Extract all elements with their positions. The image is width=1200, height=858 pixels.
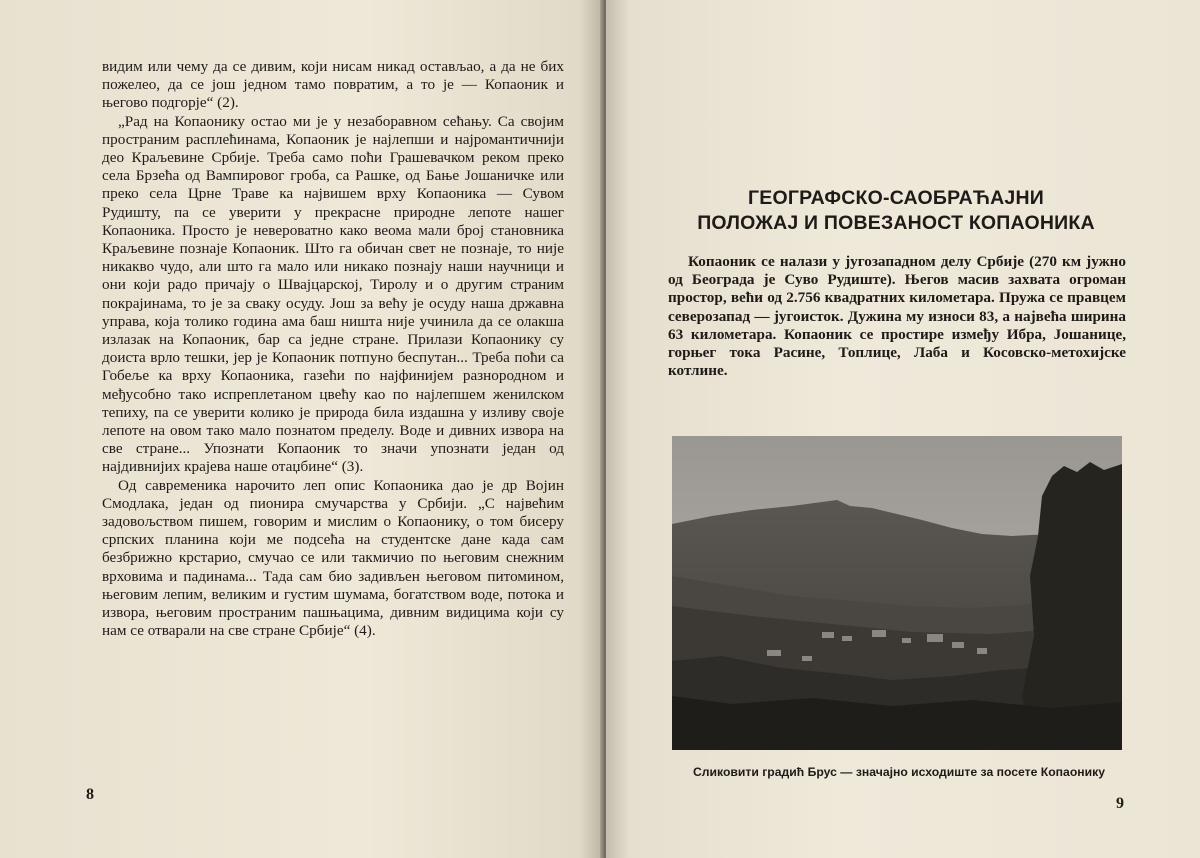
page-number: 9 bbox=[1116, 795, 1124, 812]
paragraph: „Рад на Копаонику остао ми је у незаборавном сећању. Са својим пространим расплећинама, Копаоник је најлепши и најромантичнији део Краљевине Србије. Треба само поћи Грашевачком реком преко села Брзећа од Вампировог гроба, са Рашке, од Бање Јошаничке или преко села Црне Траве ка највишем врху Копаоника — Сувом Рудишту, па се уверити у прекрасне природне лепоте нашег Копаоника. Просто је невероватно како веома мали број становника Краљевине познаје Копаоник. Што га обичан свет не познаје, то није никакво чудо, али што га мало или никако познају наши научници и они који радо причају о Швајцарској, Тиролу и о другим страним покрајинама, то је за сваку осуду. Још за већу је осуду наша државна управа, која толико година ама баш ништа није учинила да се олакша излазак на Копаоник, бар са једне стране. Прилази Копаонику су доиста врло тешки, јер је Копаоник потпуно беспутан... Треба поћи са Гобеље ка врху Копаоника, газећи по најфинијем разнородном и међусобно тако испреплетаном цвећу као по најлепшем женилском тепиху, па се уверити колико је природа била издашна у изливу своје лепоте на овом тако мало познатом пределу. Воде и дивних извора на све стране... Упознати Копаоник то значи упознати један од најдивнијих крајева наше отаџбине“ (3). bbox=[102, 112, 564, 476]
page-number: 8 bbox=[86, 786, 94, 803]
chapter-heading bbox=[666, 186, 1126, 236]
photo-caption: Сликовити градић Брус — значајно исходиште за посете Копаонику bbox=[692, 765, 1105, 779]
paragraph: Од савременика нарочито леп опис Копаоника дао је др Војин Смодлака, један од пионира смучарства у Србији. „С највећим задовољством пишем, говорим и мислим о Копаонику, о том бисеру српских планина који ме подсећа на студентске дане када сам безбрижно крстарио, смучао се или такмичио по његовим снежним врховима и падинама... Тада сам био задивљен његовом питомином, његовим лепим, великим и густим шумама, богатством воде, потока и извора, његовим пространим пашњацима, дивним видицима који су нам се отварали на све стране Србије“ (4). bbox=[102, 476, 564, 640]
heading-line: ПОЛОЖАЈ И ПОВЕЗАНОСТ КОПАОНИКА bbox=[697, 212, 1095, 234]
right-page-text bbox=[668, 253, 1126, 380]
heading-line: ГЕОГРАФСКО-САОБРАЋАЈНИ bbox=[748, 187, 1044, 209]
left-page-text bbox=[102, 58, 564, 641]
paragraph: видим или чему да се дивим, који нисам никад остављао, а да не бих пожелео, да се још једном тамо повратим, а то је — Копаоник и његово подгорје“ (2). bbox=[102, 58, 564, 112]
photo-brus-landscape bbox=[672, 436, 1122, 750]
paragraph: Копаоник се налази у југозападном делу Србије (270 км јужно од Београда је Суво Рудиште). Његов масив захвата огроман простор, већи од 2.756 квадратних километара. Пружа се правцем северозапад — југоисток. Дужина му износи 83, а највећа ширина 63 километара. Копаоник се простире између Ибра, Јошанице, горњег тока Расине, Топлице, Лаба и Косовско-метохијске котлине. bbox=[668, 253, 1126, 380]
right-page bbox=[606, 0, 1200, 858]
